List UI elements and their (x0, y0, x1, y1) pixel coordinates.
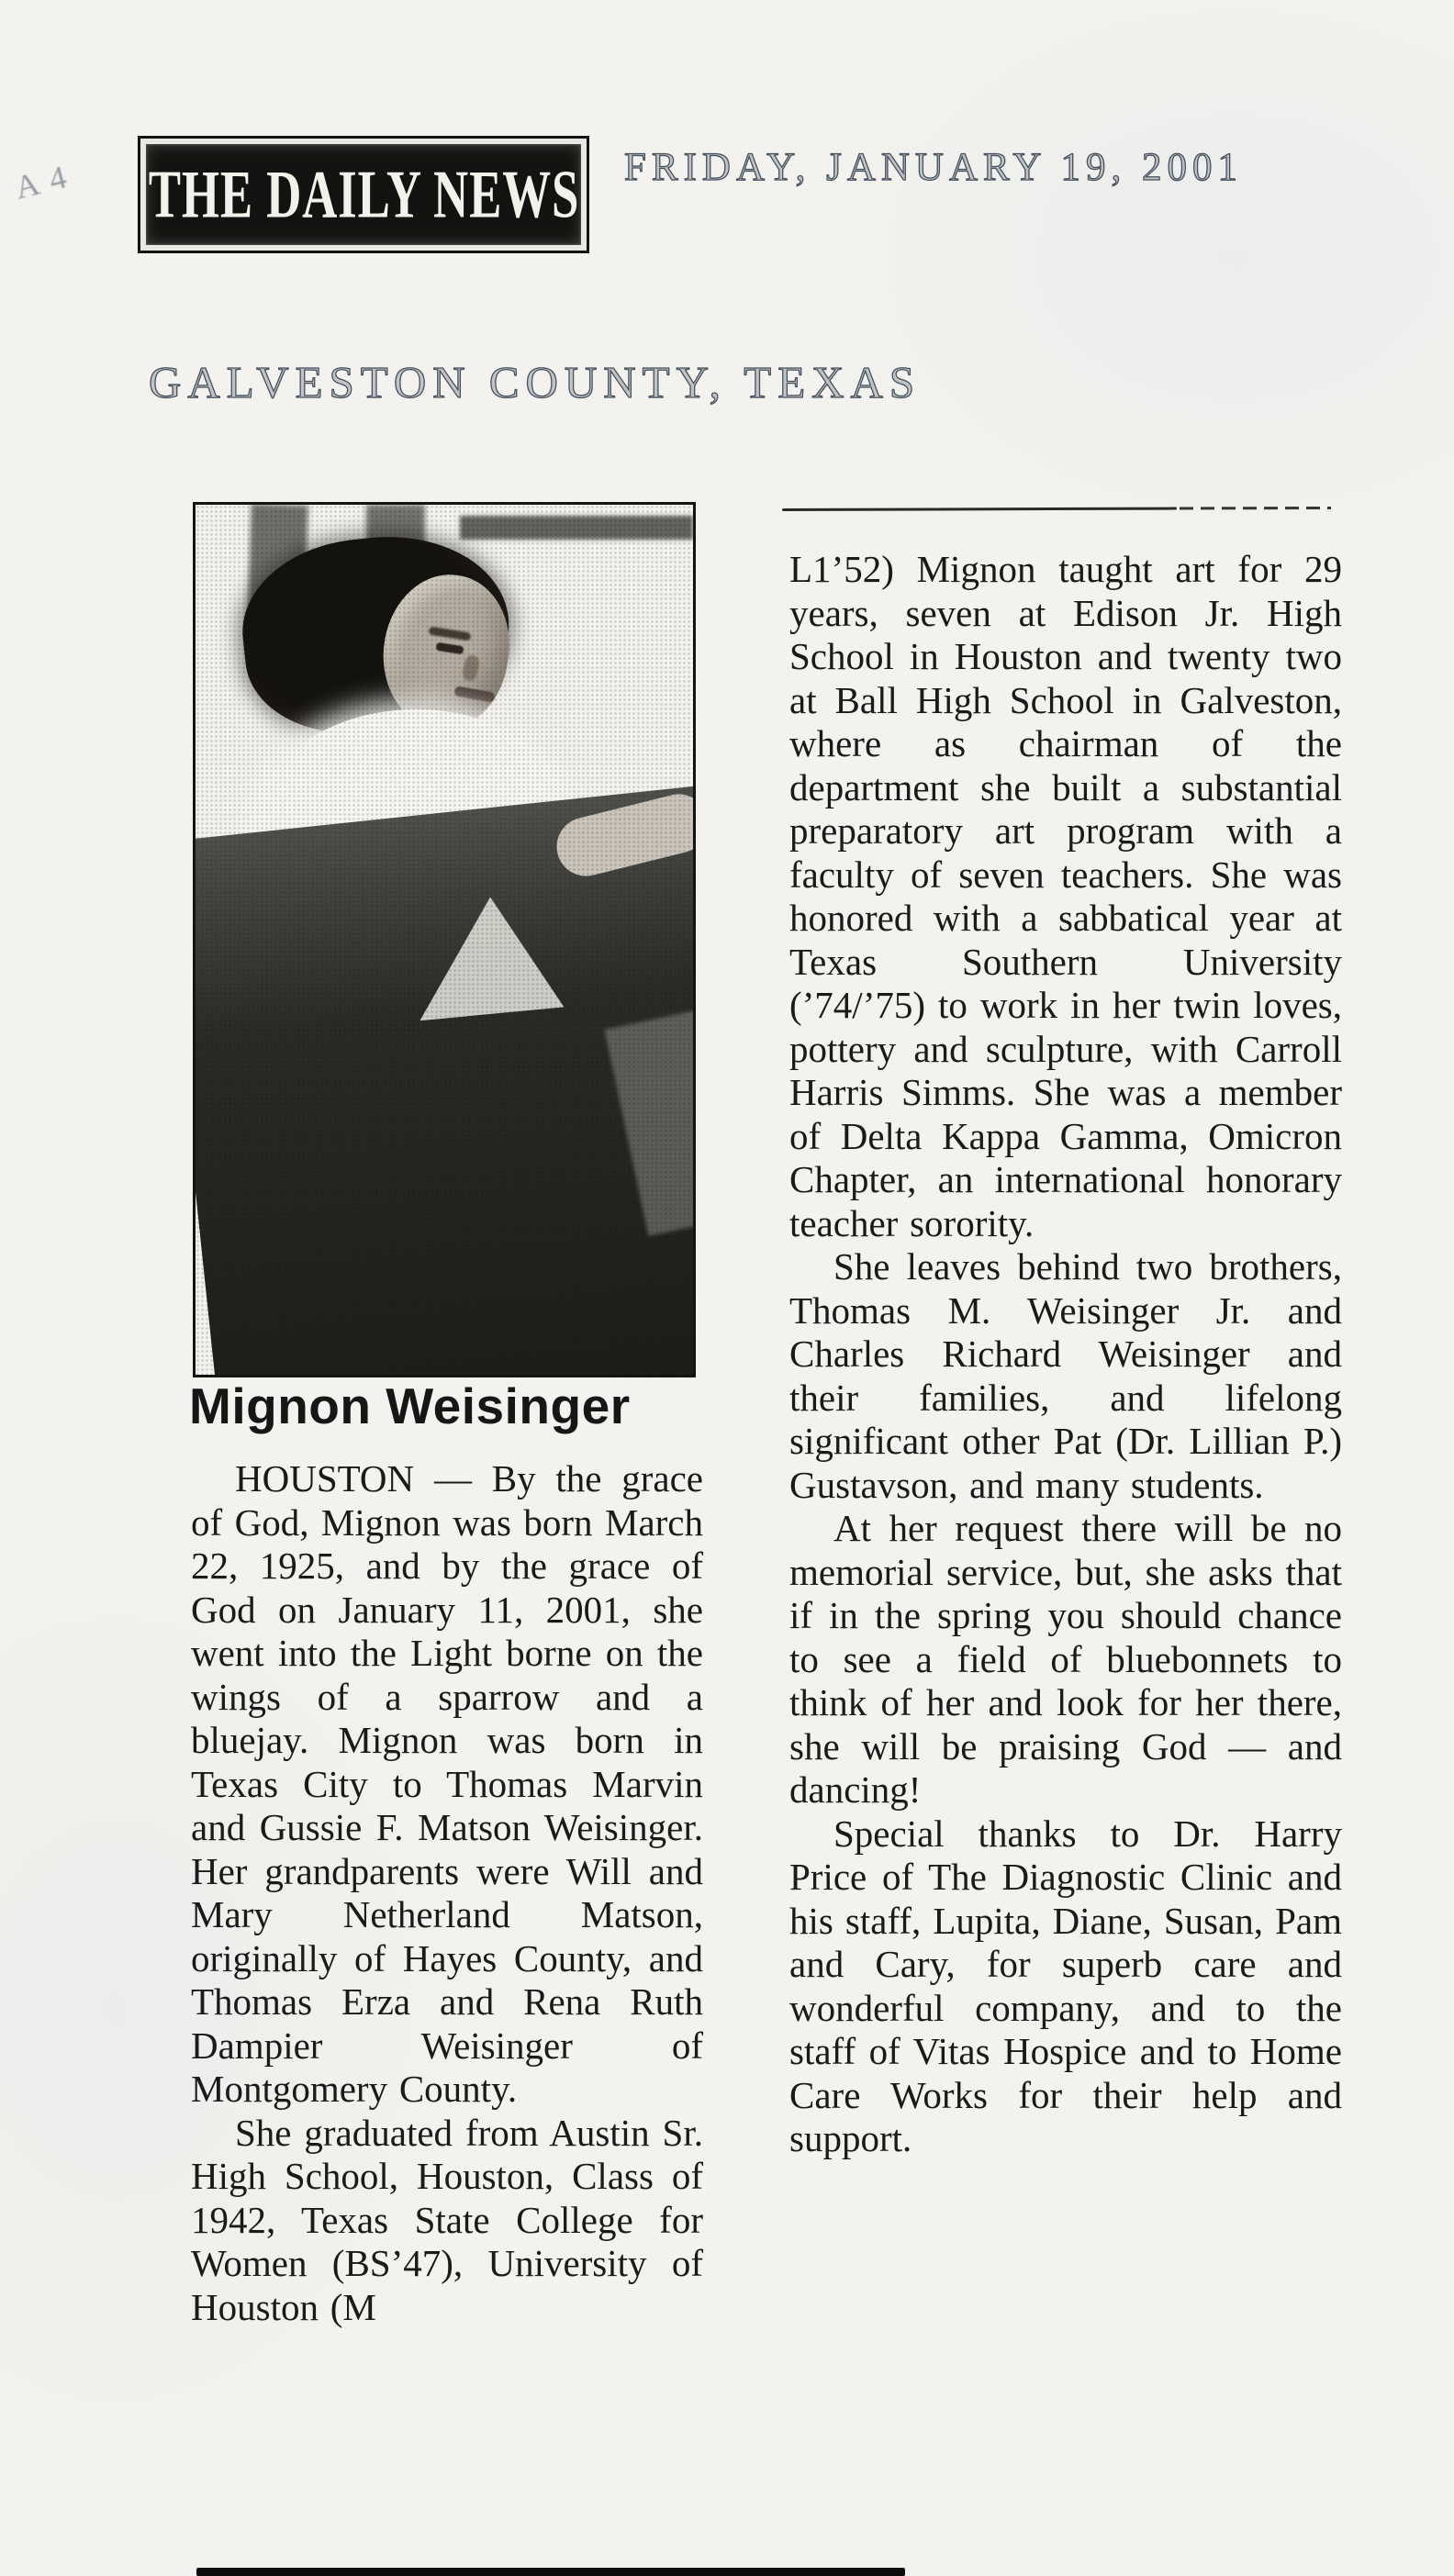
obituary-paragraph: She leaves behind two brothers, Thomas M. Weisinger Jr. and Charles Richard Weisinger and their families, and lifelong significant other Pat (Dr. Lillian P.) Gustavson, and many students. (789, 1245, 1342, 1506)
page-number-marker: A4 (11, 155, 81, 206)
obituary-paragraph: L1’52) Mignon taught art for 29 years, seven at Edison Jr. High School in Houston and twenty two at Ball High School in Galveston, where as chairman of the department she built a substantial preparatory art program with a faculty of seven teachers. She was honored with a sabbatical year at Texas Southern University (’74/’75) to work in her twin loves, pottery and sculpture, with Carroll Harris Simms. She was a member of Delta Kappa Gamma, Omicron Chapter, an international honorary teacher sorority. (789, 548, 1342, 1244)
rule-solid-segment (782, 507, 1177, 511)
obituary-paragraph: HOUSTON — By the grace of God, Mignon was born March 22, 1925, and by the grace of God on January 11, 2001, she went into the Light borne on the wings of a sparrow and a bluejay. Mignon was born in Texas City to Thomas Marvin and Gussie F. Matson Weisinger. Her grandparents were Will and Mary Netherland Matson, originally of Hayes County, and Thomas Erza and Rena Ruth Dampier Weisinger of Montgomery County. (191, 1457, 703, 2110)
obituary-paragraph: At her request there will be no memorial service, but, she asks that if in the spring you should chance to see a field of bluebonnets to think of her and look for her there, she will be praising God — and dancing! (789, 1507, 1342, 1811)
scan-artifact-bar (196, 2568, 905, 2576)
masthead-title: THE DAILY NEWS (148, 156, 579, 232)
column-top-rule (782, 506, 1331, 511)
obituary-paragraph: Special thanks to Dr. Harry Price of The Diagnostic Clinic and his staff, Lupita, Diane, Susan, Pam and Cary, for superb care and wonderful company, and to the staff of Vitas Hospice and to Home Care Works for their help and support. (789, 1812, 1342, 2159)
county-location-line: GALVESTON COUNTY, TEXAS (149, 357, 922, 407)
obituary-paragraph: She graduated from Austin Sr. High School, Houston, Class of 1942, Texas State College for Women (BS’47), University of Houston (M (191, 2111, 703, 2328)
masthead-logo (138, 136, 589, 253)
rule-dashed-segment (1180, 506, 1331, 509)
right-column (789, 548, 1342, 2161)
left-column (191, 1457, 703, 2329)
photo-window-frame-bar (460, 516, 693, 540)
masthead-logo-plate (146, 144, 581, 245)
obituary-portrait-photo (193, 502, 696, 1377)
obituary-headline: Mignon Weisinger (189, 1377, 631, 1434)
masthead-date: FRIDAY, JANUARY 19, 2001 (624, 146, 1244, 189)
